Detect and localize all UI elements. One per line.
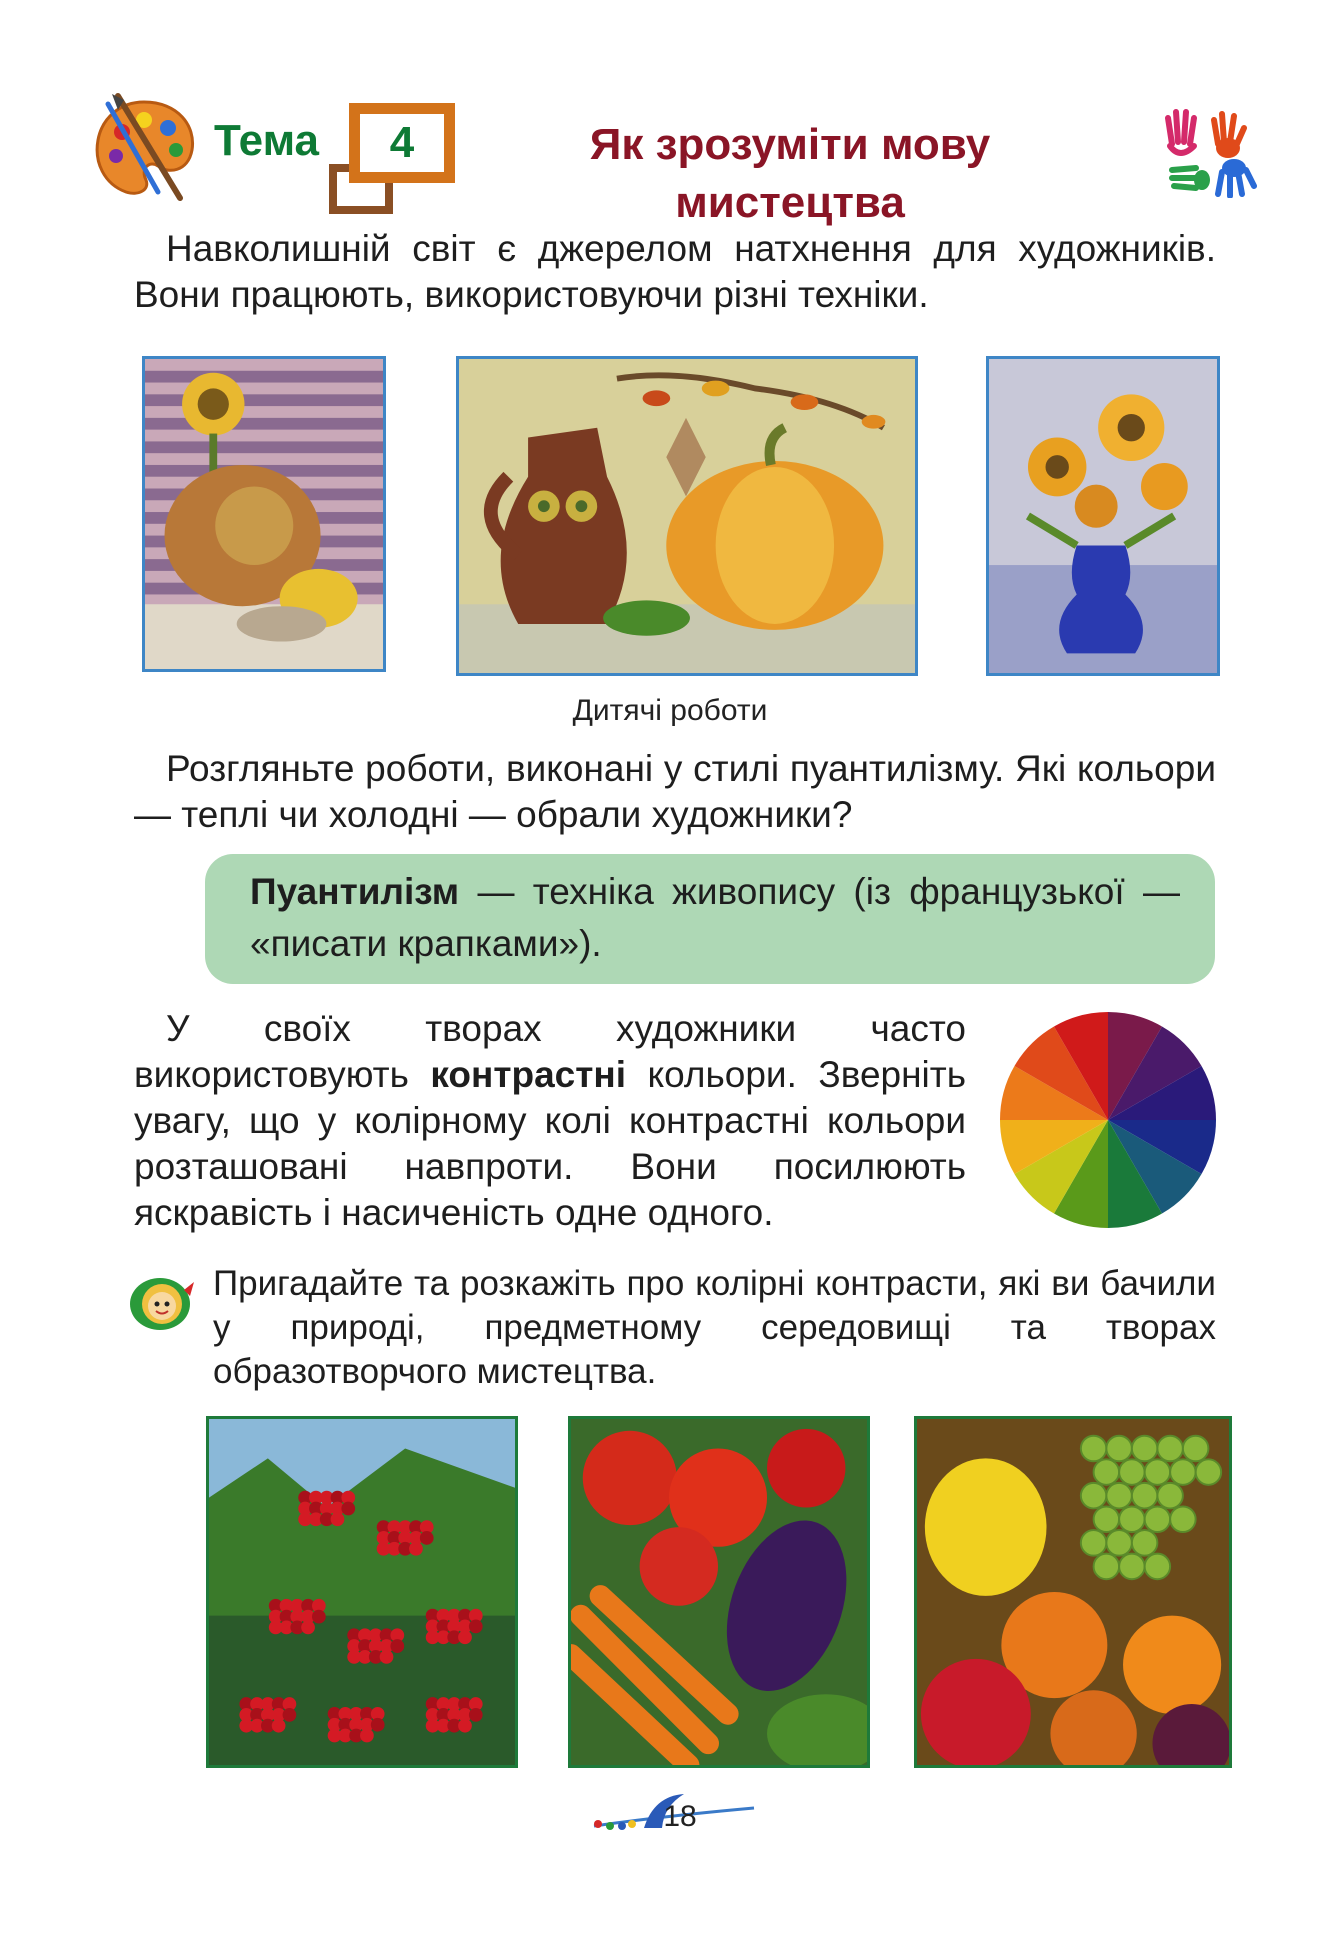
painting-jug-and-pumpkin (456, 356, 918, 676)
definition-description: — техніка живопису (із французької — «писати крапками»). (250, 871, 1180, 964)
intro-paragraph: Навколишній світ є джерелом натхнення для художників. Вони працюють, використовуючи різні техніки. (134, 228, 1216, 315)
topic-label: Тема (214, 116, 320, 165)
contrast-text-start: У своїх творах художники часто використовують (134, 1008, 966, 1095)
painting-sunflowers-in-blue-vase (986, 356, 1220, 676)
contrast-text-end: кольори. Зверніть увагу, що у колірному колі контрастні кольори розташовані навпроти. Вони посилюють яскравість і насиченість одне одного. (134, 1054, 966, 1233)
page-title: Як зрозуміти мову мистецтва (589, 120, 991, 227)
color-wheel (998, 1010, 1218, 1230)
topic-number: 4 (389, 118, 415, 167)
child-mascot-icon (128, 1272, 198, 1332)
photo-fruits (914, 1416, 1232, 1768)
photo-vegetables (568, 1416, 870, 1768)
painted-hands-icon (1158, 98, 1270, 198)
palette-icon (88, 92, 200, 204)
gallery-caption: Дитячі роботи (572, 694, 768, 727)
page-number: 18 (663, 1800, 697, 1833)
definition-text (250, 866, 1180, 970)
photo-viburnum-berries (206, 1416, 518, 1768)
question-paragraph: Розгляньте роботи, виконані у стилі пуантилізму. Які кольори — теплі чи холодні — обрали художники? (134, 748, 1216, 835)
definition-term: Пуантилізм (250, 871, 460, 912)
contrast-paragraph (134, 1006, 966, 1236)
task-paragraph: Пригадайте та розкажіть про колірні контрасти, які ви бачили у природі, предметному середовищі та творах образотворчого мистецтва. (213, 1264, 1216, 1391)
painting-sunflower-still-life (142, 356, 386, 672)
contrast-term: контрастні (430, 1054, 626, 1095)
